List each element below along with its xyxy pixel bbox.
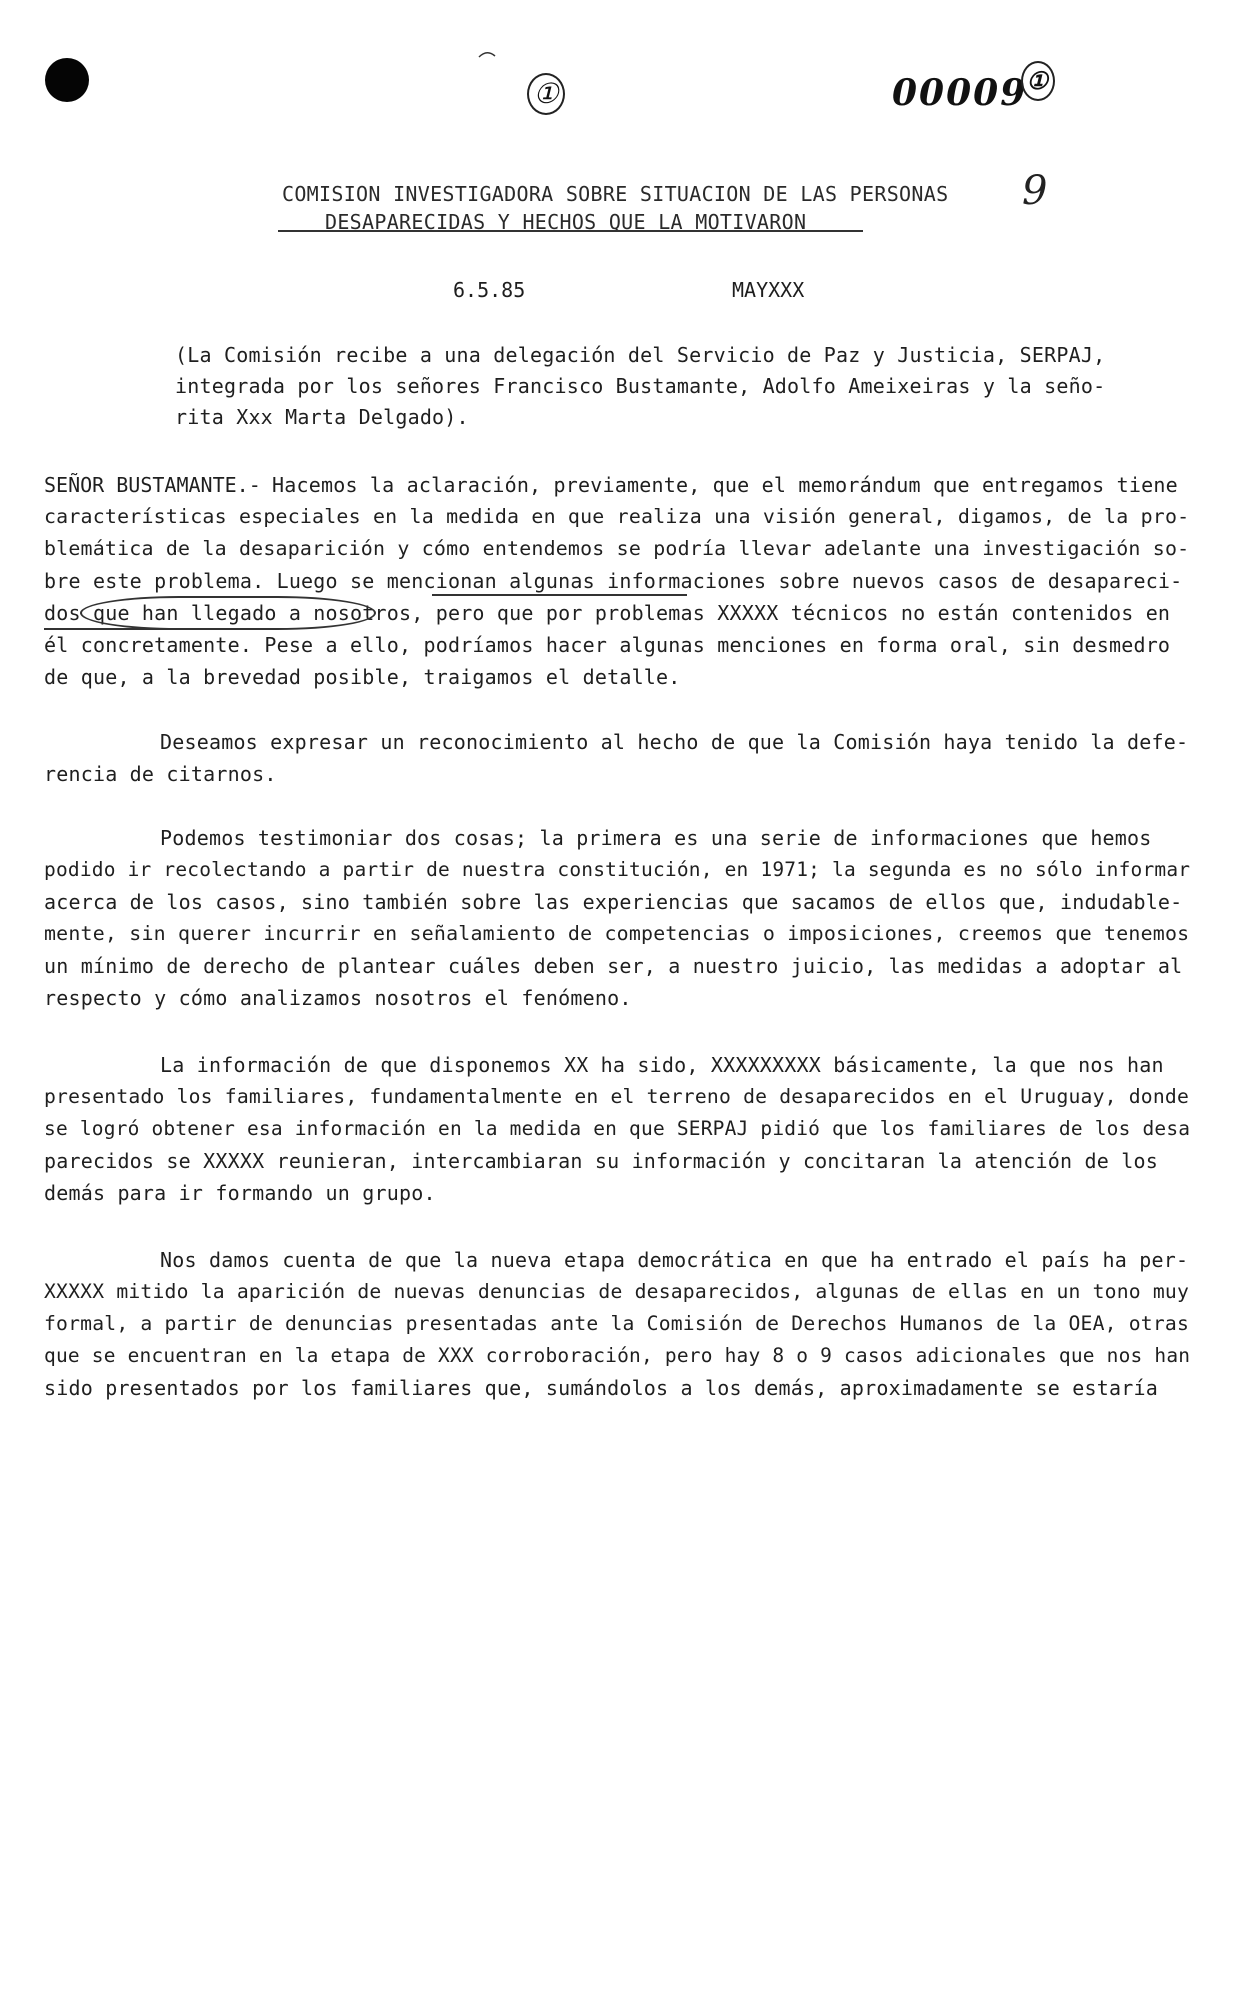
handwritten-page-number: ① [527, 72, 565, 115]
paragraph-line: de que, a la brevedad posible, traigamos el detalle. [44, 665, 681, 689]
session-date: 6.5.85 [453, 278, 526, 302]
paragraph-line: acerca de los casos, sino también sobre las experiencias que sacamos de ellos que, indudable- [44, 890, 1183, 914]
paragraph-line: Deseamos expresar un reconocimiento al hecho de que la Comisión haya tenido la defe- [160, 730, 1189, 754]
paragraph-line: dos que han llegado a nosotros, pero que por problemas XXXXX técnicos no están contenidos en [44, 601, 1171, 625]
speaker-label: SEÑOR BUSTAMANTE.- [44, 473, 261, 497]
paragraph-line: rencia de citarnos. [44, 762, 277, 786]
paragraph-line: blemática de la desaparición y cómo entendemos se podría llevar adelante una investigación so- [44, 537, 1190, 560]
paragraph-line: se logró obtener esa información en la medida en que SERPAJ pidió que los familiares de los desa [44, 1117, 1191, 1140]
margin-number: 9 [1022, 168, 1048, 214]
paragraph-line: un mínimo de derecho de plantear cuáles deben ser, a nuestro juicio, las medidas a adoptar al [44, 954, 1183, 978]
paragraph-line: Podemos testimoniar dos cosas; la primera es una serie de informaciones que hemos [160, 826, 1152, 850]
paragraph-line: características especiales en la medida en que realiza una visión general, digamos, de la pro- [44, 505, 1190, 528]
intro-line: rita Xxx Marta Delgado). [175, 405, 469, 429]
underline-mark [44, 628, 244, 630]
paragraph-line: él concretamente. Pese a ello, podríamos hacer algunas menciones en forma oral, sin desmedro [44, 633, 1171, 657]
header-line-2: DESAPARECIDAS Y HECHOS QUE LA MOTIVARON [325, 210, 807, 234]
paragraph-line: bre este problema. Luego se mencionan algunas informaciones sobre nuevos casos de desapareci- [44, 569, 1183, 593]
paragraph-line: Nos damos cuenta de que la nueva etapa democrática en que ha entrado el país ha per- [160, 1248, 1189, 1272]
intro-line: (La Comisión recibe a una delegación del Servicio de Paz y Justicia, SERPAJ, [175, 343, 1106, 367]
paragraph-line: La información de que disponemos XX ha sido, XXXXXXXXX básicamente, la que nos han [160, 1053, 1164, 1077]
header-underline [278, 230, 863, 232]
paragraph-line: Hacemos la aclaración, previamente, que el memorándum que entregamos tiene [272, 473, 1178, 497]
header-line-1: COMISION INVESTIGADORA SOBRE SITUACION DE LAS PERSONAS [282, 182, 949, 206]
paragraph-line: demás para ir formando un grupo. [44, 1181, 436, 1205]
paragraph-line: presentado los familiares, fundamentalmente en el terreno de desaparecidos en el Uruguay, donde [44, 1085, 1190, 1108]
folio-superscript: ① [1021, 61, 1055, 101]
struck-text: MAYXXX [732, 278, 805, 302]
underline-mark [432, 594, 687, 596]
paragraph-line: podido ir recolectando a partir de nuestra constitución, en 1971; la segunda es no sólo informar [44, 858, 1191, 881]
paragraph-line: sido presentados por los familiares que, sumándolos a los demás, aproximadamente se estaría [44, 1376, 1158, 1400]
paragraph-line: mente, sin querer incurrir en señalamiento de competencias o imposiciones, creemos que tenemos [44, 922, 1190, 945]
paragraph-line: formal, a partir de denuncias presentadas ante la Comisión de Derechos Humanos de la OEA, otras [44, 1312, 1190, 1335]
pen-tick-mark [478, 50, 496, 58]
paragraph-line: XXXXX mitido la aparición de nuevas denuncias de desaparecidos, algunas de ellas en un tono muy [44, 1280, 1190, 1303]
folio-number: 00009① [892, 72, 1061, 117]
circled-phrase-mark [80, 596, 376, 630]
paragraph-line: parecidos se XXXXX reunieran, intercambiaran su información y concitaran la atención de los [44, 1149, 1158, 1173]
paragraph-line: que se encuentran en la etapa de XXX corroboración, pero hay 8 o 9 casos adicionales que nos han [44, 1344, 1191, 1367]
intro-line: integrada por los señores Francisco Bustamante, Adolfo Ameixeiras y la seño- [175, 374, 1106, 398]
paragraph-line: respecto y cómo analizamos nosotros el fenómeno. [44, 986, 632, 1010]
punch-hole [45, 58, 89, 102]
